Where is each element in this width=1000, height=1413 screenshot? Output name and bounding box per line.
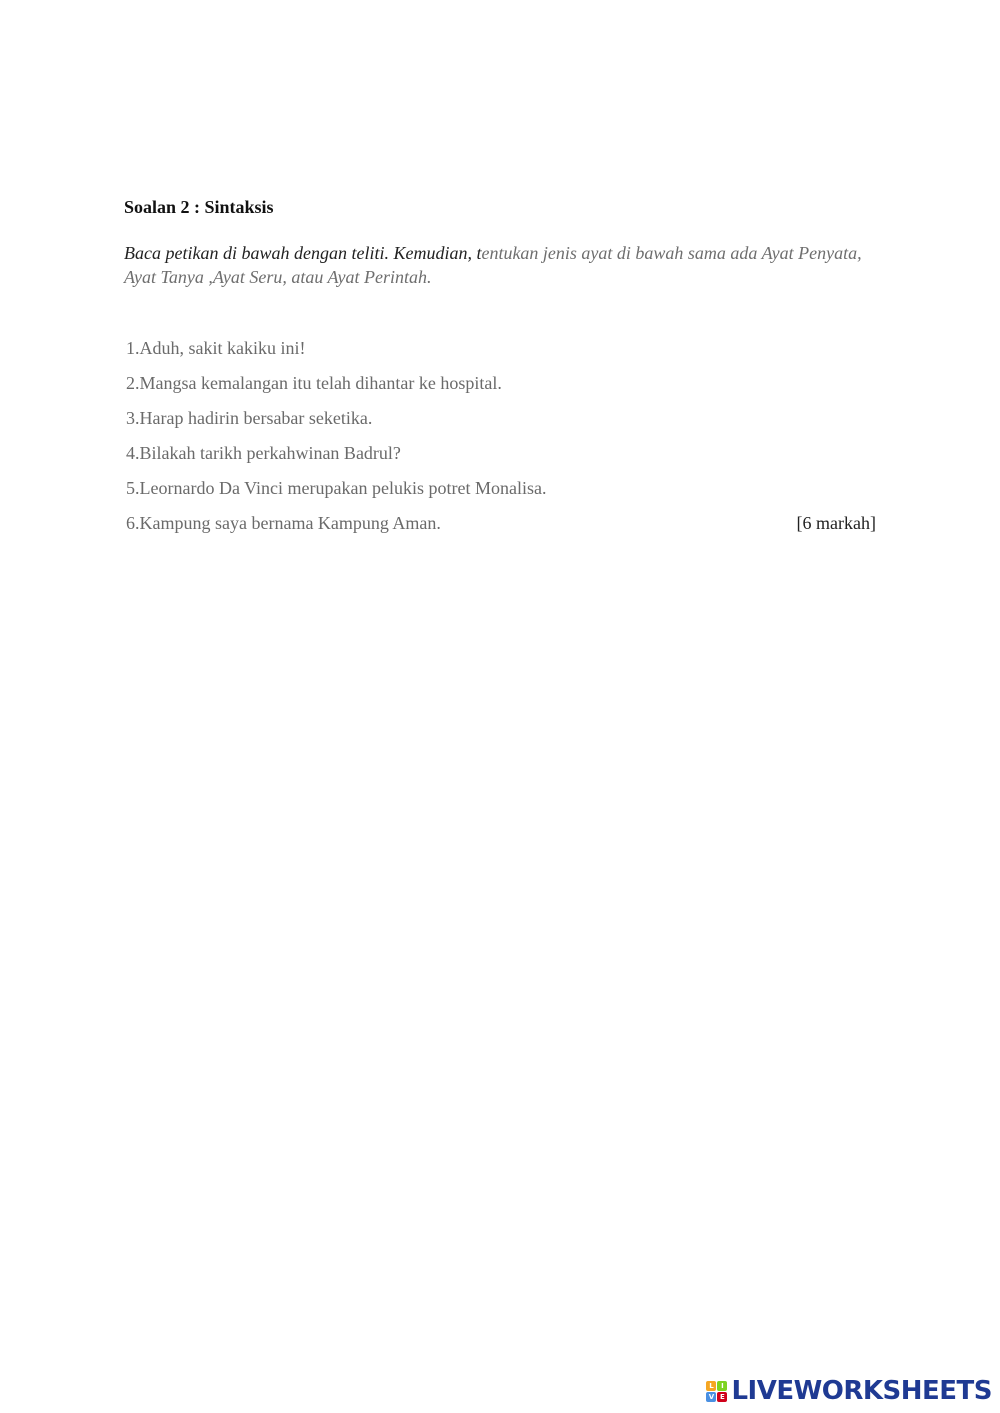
question-item-3: [126, 406, 876, 441]
liveworksheets-logo[interactable]: [706, 1376, 992, 1406]
question-text: 3.Harap hadirin bersabar seketika.: [126, 408, 373, 428]
question-item-1: [126, 336, 876, 371]
question-item-2: [126, 371, 876, 406]
instruction-part-dark: Baca petikan di bawah dengan teliti. Kemudian, t: [124, 243, 482, 263]
logo-mark-icon: [706, 1381, 727, 1402]
marks-label: [6 markah]: [796, 513, 876, 533]
question-title: Soalan 2 : Sintaksis: [124, 197, 274, 217]
logo-tile-e: E: [717, 1392, 727, 1402]
logo-text: LIVEWORKSHEETS: [731, 1376, 992, 1406]
logo-tile-l: L: [706, 1381, 716, 1391]
logo-tile-v: V: [706, 1392, 716, 1402]
instruction-text: [124, 241, 884, 289]
logo-tile-i: I: [717, 1381, 727, 1391]
question-text: 1.Aduh, sakit kakiku ini!: [126, 338, 306, 358]
question-item-6: [126, 511, 876, 546]
question-text: 6.Kampung saya bernama Kampung Aman.: [126, 513, 441, 533]
question-item-5: [126, 476, 876, 511]
question-text: 5.Leornardo Da Vinci merupakan pelukis potret Monalisa.: [126, 478, 547, 498]
question-list: [126, 336, 876, 546]
question-text: 4.Bilakah tarikh perkahwinan Badrul?: [126, 443, 401, 463]
instruction-part-light: entukan jenis ayat di bawah sama ada Ayat Penyata, Ayat Tanya ,Ayat Seru, atau Ayat Perintah.: [124, 243, 862, 287]
question-text: 2.Mangsa kemalangan itu telah dihantar ke hospital.: [126, 373, 502, 393]
question-item-4: [126, 441, 876, 476]
